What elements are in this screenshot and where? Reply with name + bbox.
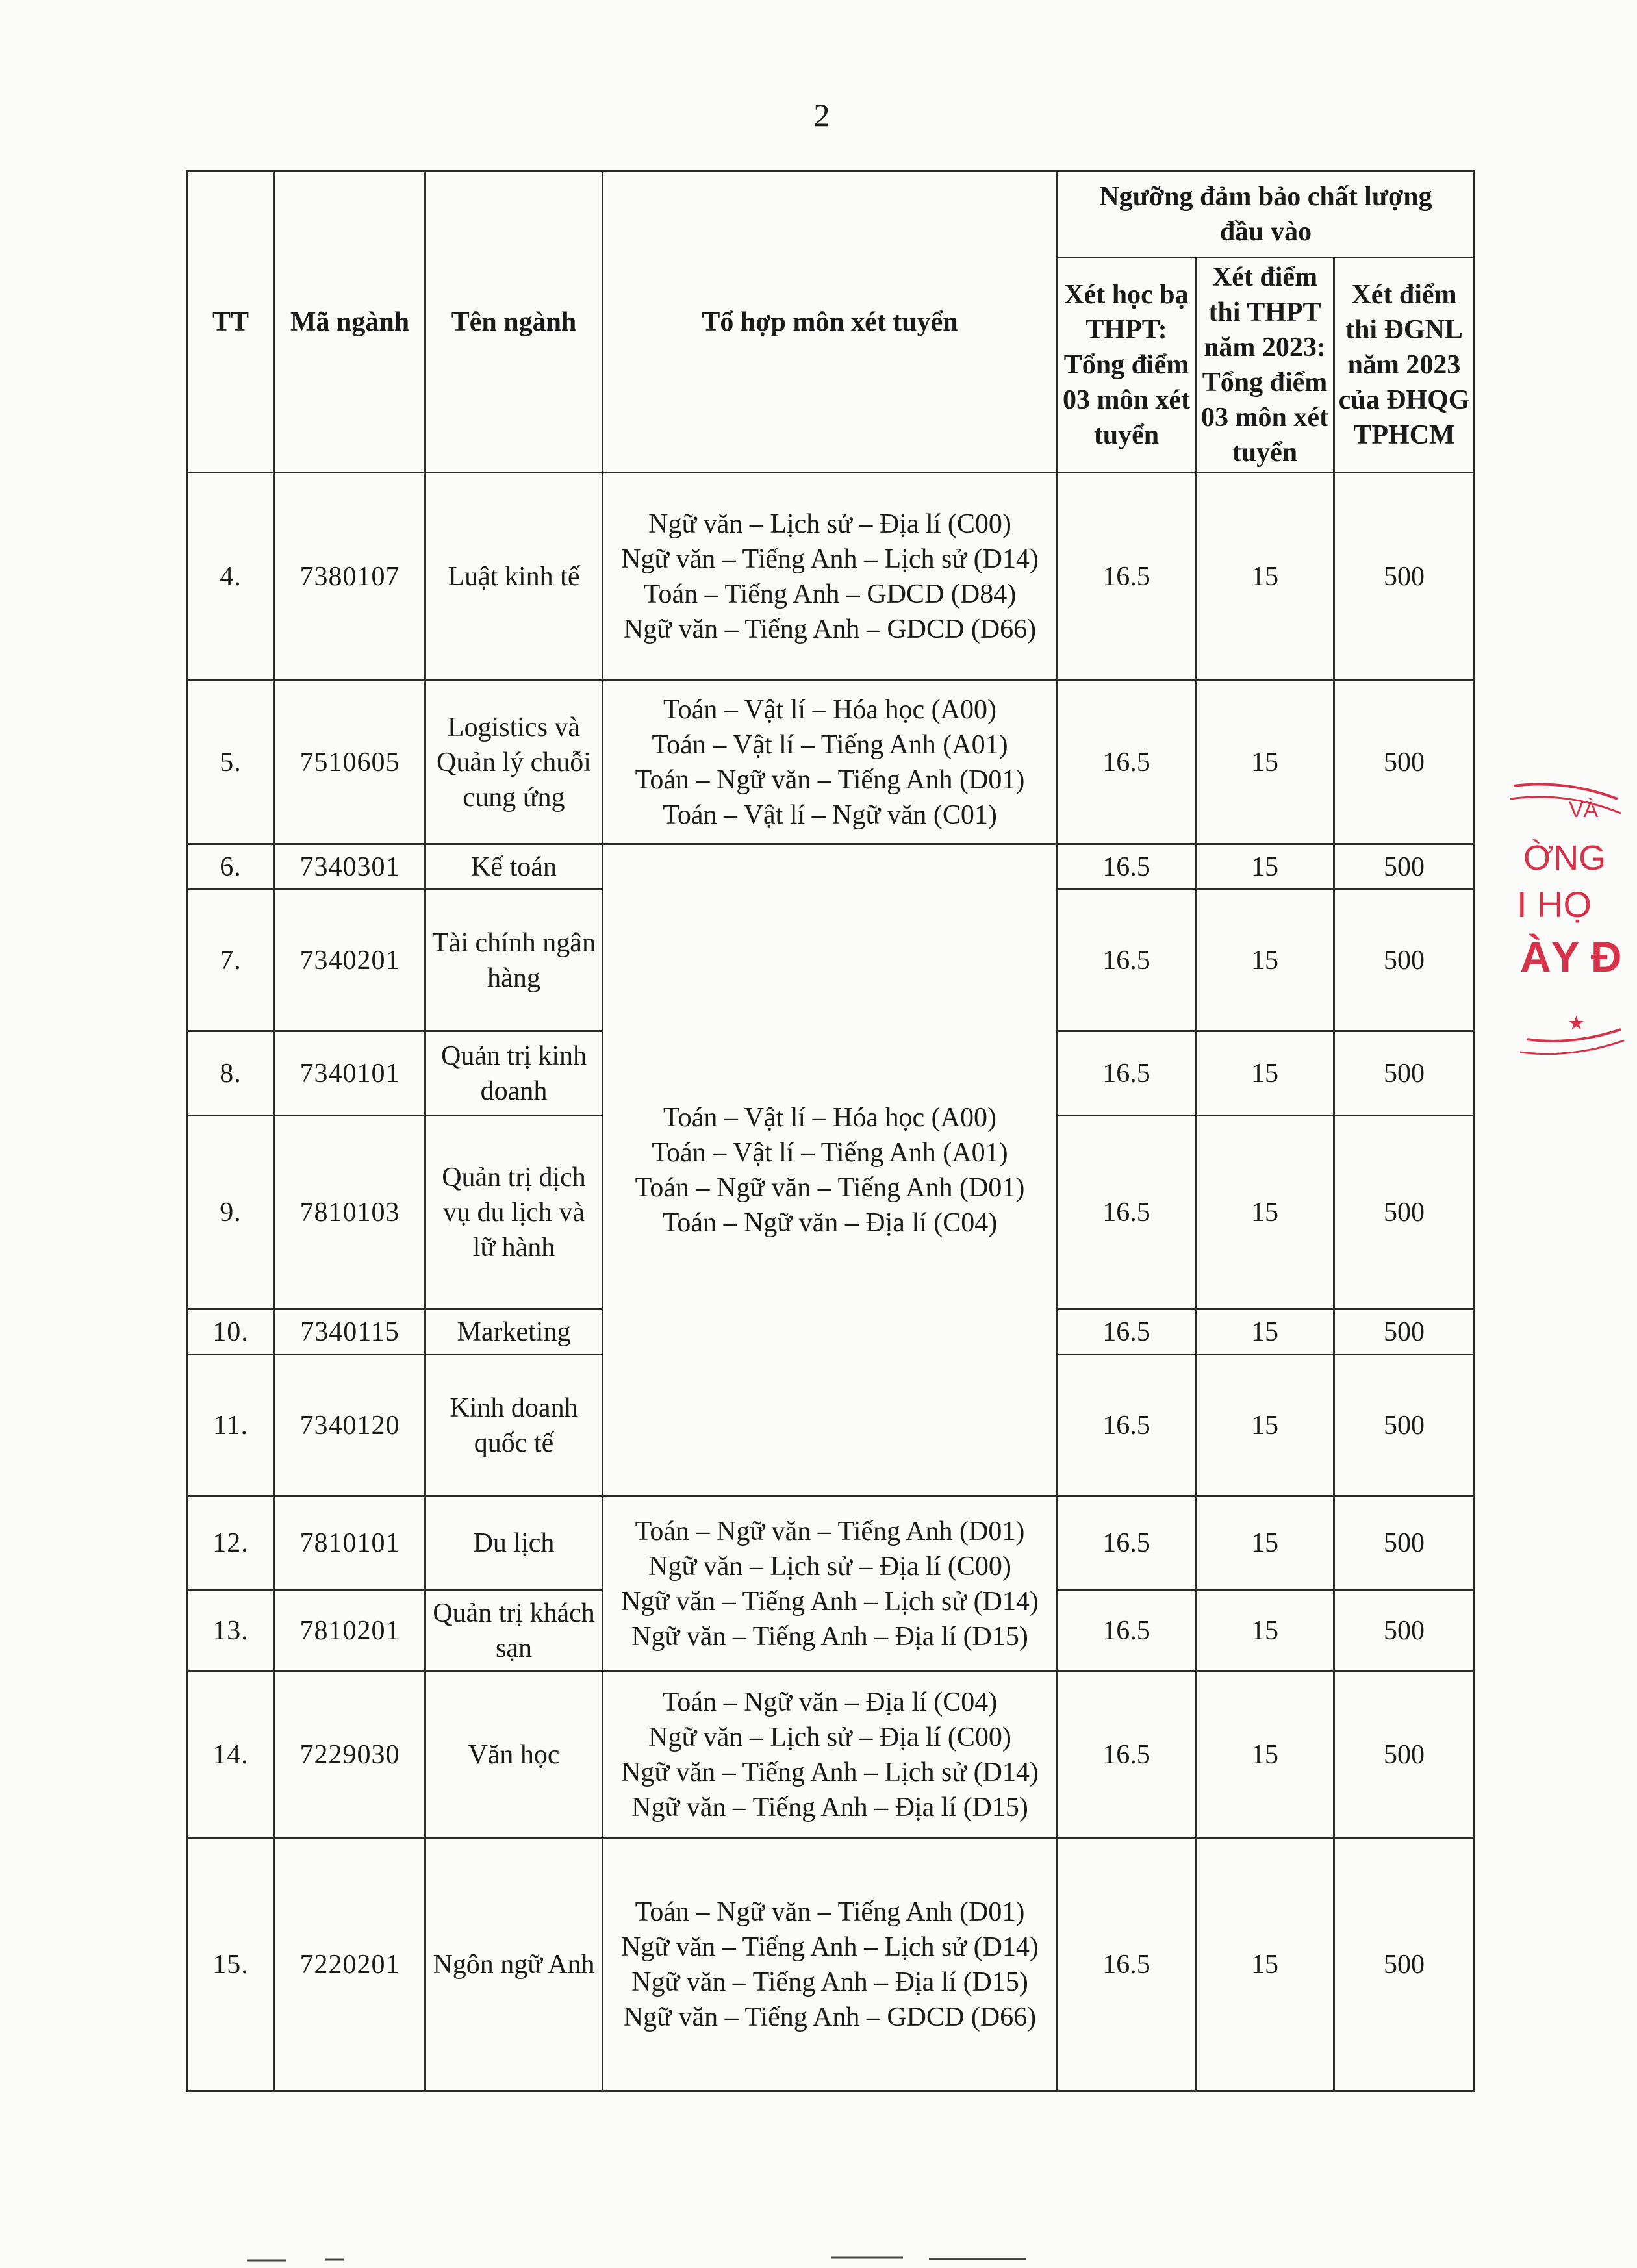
row-tt: 14.: [187, 1672, 275, 1838]
subject-combo: Toán – Vật lí – Ngữ văn (C01): [663, 800, 997, 830]
row-name: Logistics và Quản lý chuỗi cung ứng: [425, 681, 603, 844]
header-hocba-line: Xét học bạ: [1064, 280, 1189, 310]
row-code: 7810101: [275, 1496, 425, 1591]
row-tt: 7.: [187, 890, 275, 1031]
score-hocba: 16.5: [1058, 1672, 1196, 1838]
score-hocba: 16.5: [1058, 1496, 1196, 1591]
header-hocba-line: 03 môn xét: [1063, 385, 1190, 415]
row-tt: 12.: [187, 1496, 275, 1591]
score-dgnl: 500: [1334, 681, 1475, 844]
header-code: Mã ngành: [275, 171, 425, 473]
table-row: [187, 1838, 1475, 2091]
subject-combo: Toán – Ngữ văn – Tiếng Anh (D01): [635, 1516, 1025, 1546]
header-dgnl: [1334, 258, 1475, 473]
score-hocba: 16.5: [1058, 1309, 1196, 1355]
header-tt: TT: [187, 171, 275, 473]
seal-text: VÀ: [1569, 798, 1599, 822]
subject-combo: Ngữ văn – Tiếng Anh – Lịch sử (D14): [621, 544, 1039, 574]
row-tt: 6.: [187, 844, 275, 890]
header-dgnl-line: thi ĐGNL: [1345, 315, 1463, 345]
subject-combo: Ngữ văn – Tiếng Anh – Địa lí (D15): [631, 1967, 1028, 1997]
score-hocba: 16.5: [1058, 844, 1196, 890]
row-code: 7340301: [275, 844, 425, 890]
subject-combo: Ngữ văn – Tiếng Anh – Địa lí (D15): [631, 1621, 1028, 1652]
score-thpt: 15: [1196, 890, 1334, 1031]
header-dgnl-line: TPHCM: [1353, 420, 1455, 450]
row-code: 7340101: [275, 1031, 425, 1116]
score-thpt: 15: [1196, 1309, 1334, 1355]
score-thpt: 15: [1196, 681, 1334, 844]
score-dgnl: 500: [1334, 1309, 1475, 1355]
header-hocba: [1058, 258, 1196, 473]
row-subjects-shared: [603, 844, 1058, 1496]
header-threshold: [1058, 171, 1475, 258]
header-thpt-line: thi THPT: [1208, 297, 1321, 327]
score-dgnl: 500: [1334, 1496, 1475, 1591]
header-threshold-line1: Ngưỡng đảm bảo chất lượng: [1099, 182, 1432, 212]
admissions-table: [186, 170, 1475, 2092]
row-code: 7340120: [275, 1355, 425, 1496]
row-tt: 13.: [187, 1591, 275, 1672]
score-thpt: 15: [1196, 1672, 1334, 1838]
row-tt: 9.: [187, 1116, 275, 1309]
row-subjects: [603, 1672, 1058, 1838]
header-hocba-line: tuyển: [1093, 420, 1160, 450]
subject-combo: Toán – Vật lí – Tiếng Anh (A01): [652, 729, 1008, 760]
header-thpt: [1196, 258, 1334, 473]
score-thpt: 15: [1196, 473, 1334, 681]
score-dgnl: 500: [1334, 844, 1475, 890]
row-code: 7810201: [275, 1591, 425, 1672]
row-tt: 8.: [187, 1031, 275, 1116]
score-thpt: 15: [1196, 1031, 1334, 1116]
subject-combo: Toán – Ngữ văn – Tiếng Anh (D01): [635, 1896, 1025, 1927]
row-name: Ngôn ngữ Anh: [425, 1838, 603, 2091]
header-dgnl-line: của ĐHQG: [1338, 385, 1470, 415]
score-hocba: 16.5: [1058, 681, 1196, 844]
row-code: 7340201: [275, 890, 425, 1031]
score-hocba: 16.5: [1058, 1116, 1196, 1309]
score-dgnl: 500: [1334, 473, 1475, 681]
score-hocba: 16.5: [1058, 1355, 1196, 1496]
row-tt: 4.: [187, 473, 275, 681]
table-row: [187, 681, 1475, 844]
row-code: 7229030: [275, 1672, 425, 1838]
subject-combo: Toán – Ngữ văn – Tiếng Anh (D01): [635, 1172, 1025, 1203]
score-thpt: 15: [1196, 1355, 1334, 1496]
subject-combo: Toán – Ngữ văn – Địa lí (C04): [662, 1207, 998, 1238]
seal-text: ỜNG: [1523, 838, 1606, 877]
row-subjects: [603, 1838, 1058, 2091]
score-hocba: 16.5: [1058, 890, 1196, 1031]
subject-combo: Toán – Ngữ văn – Tiếng Anh (D01): [635, 764, 1025, 795]
score-thpt: 15: [1196, 1838, 1334, 2091]
row-tt: 10.: [187, 1309, 275, 1355]
header-threshold-line2: đầu vào: [1219, 217, 1312, 247]
row-name: Luật kinh tế: [425, 473, 603, 681]
row-subjects: [603, 681, 1058, 844]
score-dgnl: 500: [1334, 1672, 1475, 1838]
bottom-edge-artifact: [247, 2254, 1221, 2263]
row-subjects-shared: [603, 1496, 1058, 1672]
row-name: Quản trị khách sạn: [425, 1591, 603, 1672]
table-row: [187, 1496, 1475, 1591]
row-code: 7380107: [275, 473, 425, 681]
subject-combo: Ngữ văn – Tiếng Anh – Lịch sử (D14): [621, 1586, 1039, 1617]
row-name: Du lịch: [425, 1496, 603, 1591]
row-name: Kế toán: [425, 844, 603, 890]
row-name: Marketing: [425, 1309, 603, 1355]
header-thpt-line: 03 môn xét: [1201, 403, 1328, 433]
score-dgnl: 500: [1334, 1838, 1475, 2091]
subject-combo: Ngữ văn – Lịch sử – Địa lí (C00): [648, 1551, 1011, 1581]
score-dgnl: 500: [1334, 1031, 1475, 1116]
subject-combo: Toán – Vật lí – Hóa học (A00): [663, 694, 996, 725]
row-code: 7510605: [275, 681, 425, 844]
subject-combo: Toán – Vật lí – Hóa học (A00): [663, 1102, 996, 1133]
row-code: 7340115: [275, 1309, 425, 1355]
row-name: Văn học: [425, 1672, 603, 1838]
row-subjects: [603, 473, 1058, 681]
header-thpt-line: Tổng điểm: [1202, 368, 1328, 397]
score-hocba: 16.5: [1058, 1031, 1196, 1116]
row-name: Quản trị dịch vụ du lịch và lữ hành: [425, 1116, 603, 1309]
subject-combo: Ngữ văn – Lịch sử – Địa lí (C00): [648, 509, 1011, 539]
header-thpt-line: tuyển: [1232, 438, 1298, 468]
table-row: [187, 473, 1475, 681]
row-tt: 11.: [187, 1355, 275, 1496]
score-thpt: 15: [1196, 1496, 1334, 1591]
score-thpt: 15: [1196, 1116, 1334, 1309]
header-thpt-line: năm 2023:: [1204, 333, 1326, 362]
score-hocba: 16.5: [1058, 1591, 1196, 1672]
subject-combo: Ngữ văn – Tiếng Anh – Địa lí (D15): [631, 1792, 1028, 1822]
header-thpt-line: Xét điểm: [1212, 262, 1318, 292]
row-code: 7810103: [275, 1116, 425, 1309]
subject-combo: Toán – Ngữ văn – Địa lí (C04): [662, 1687, 998, 1717]
header-hocba-line: THPT:: [1085, 315, 1167, 345]
score-dgnl: 500: [1334, 890, 1475, 1031]
row-name: Quản trị kinh doanh: [425, 1031, 603, 1116]
score-thpt: 15: [1196, 844, 1334, 890]
score-hocba: 16.5: [1058, 1838, 1196, 2091]
row-tt: 5.: [187, 681, 275, 844]
seal-star-icon: ★: [1569, 1013, 1584, 1033]
subject-combo: Ngữ văn – Tiếng Anh – Lịch sử (D14): [621, 1932, 1039, 1962]
subject-combo: Ngữ văn – Tiếng Anh – GDCD (D66): [623, 2002, 1037, 2032]
official-seal: [1507, 773, 1637, 1072]
row-name: Tài chính ngân hàng: [425, 890, 603, 1031]
subject-combo: Ngữ văn – Tiếng Anh – Lịch sử (D14): [621, 1757, 1039, 1787]
header-name: Tên ngành: [425, 171, 603, 473]
score-hocba: 16.5: [1058, 473, 1196, 681]
subject-combo: Toán – Vật lí – Tiếng Anh (A01): [652, 1137, 1008, 1168]
score-dgnl: 500: [1334, 1591, 1475, 1672]
subject-combo: Toán – Tiếng Anh – GDCD (D84): [643, 579, 1017, 609]
header-subjects: Tổ hợp môn xét tuyển: [603, 171, 1058, 473]
header-dgnl-line: năm 2023: [1347, 350, 1461, 380]
row-code: 7220201: [275, 1838, 425, 2091]
score-dgnl: 500: [1334, 1116, 1475, 1309]
header-hocba-line: Tổng điểm: [1063, 350, 1189, 380]
table-row: [187, 1672, 1475, 1838]
row-tt: 15.: [187, 1838, 275, 2091]
score-thpt: 15: [1196, 1591, 1334, 1672]
score-dgnl: 500: [1334, 1355, 1475, 1496]
subject-combo: Ngữ văn – Lịch sử – Địa lí (C00): [648, 1722, 1011, 1752]
page-number: 2: [813, 97, 830, 133]
row-name: Kinh doanh quốc tế: [425, 1355, 603, 1496]
seal-text: I HỌ: [1517, 884, 1592, 925]
seal-text: ÀY Đ: [1520, 933, 1622, 981]
subject-combo: Ngữ văn – Tiếng Anh – GDCD (D66): [623, 614, 1037, 644]
table-row: [187, 844, 1475, 890]
header-dgnl-line: Xét điểm: [1351, 280, 1457, 310]
